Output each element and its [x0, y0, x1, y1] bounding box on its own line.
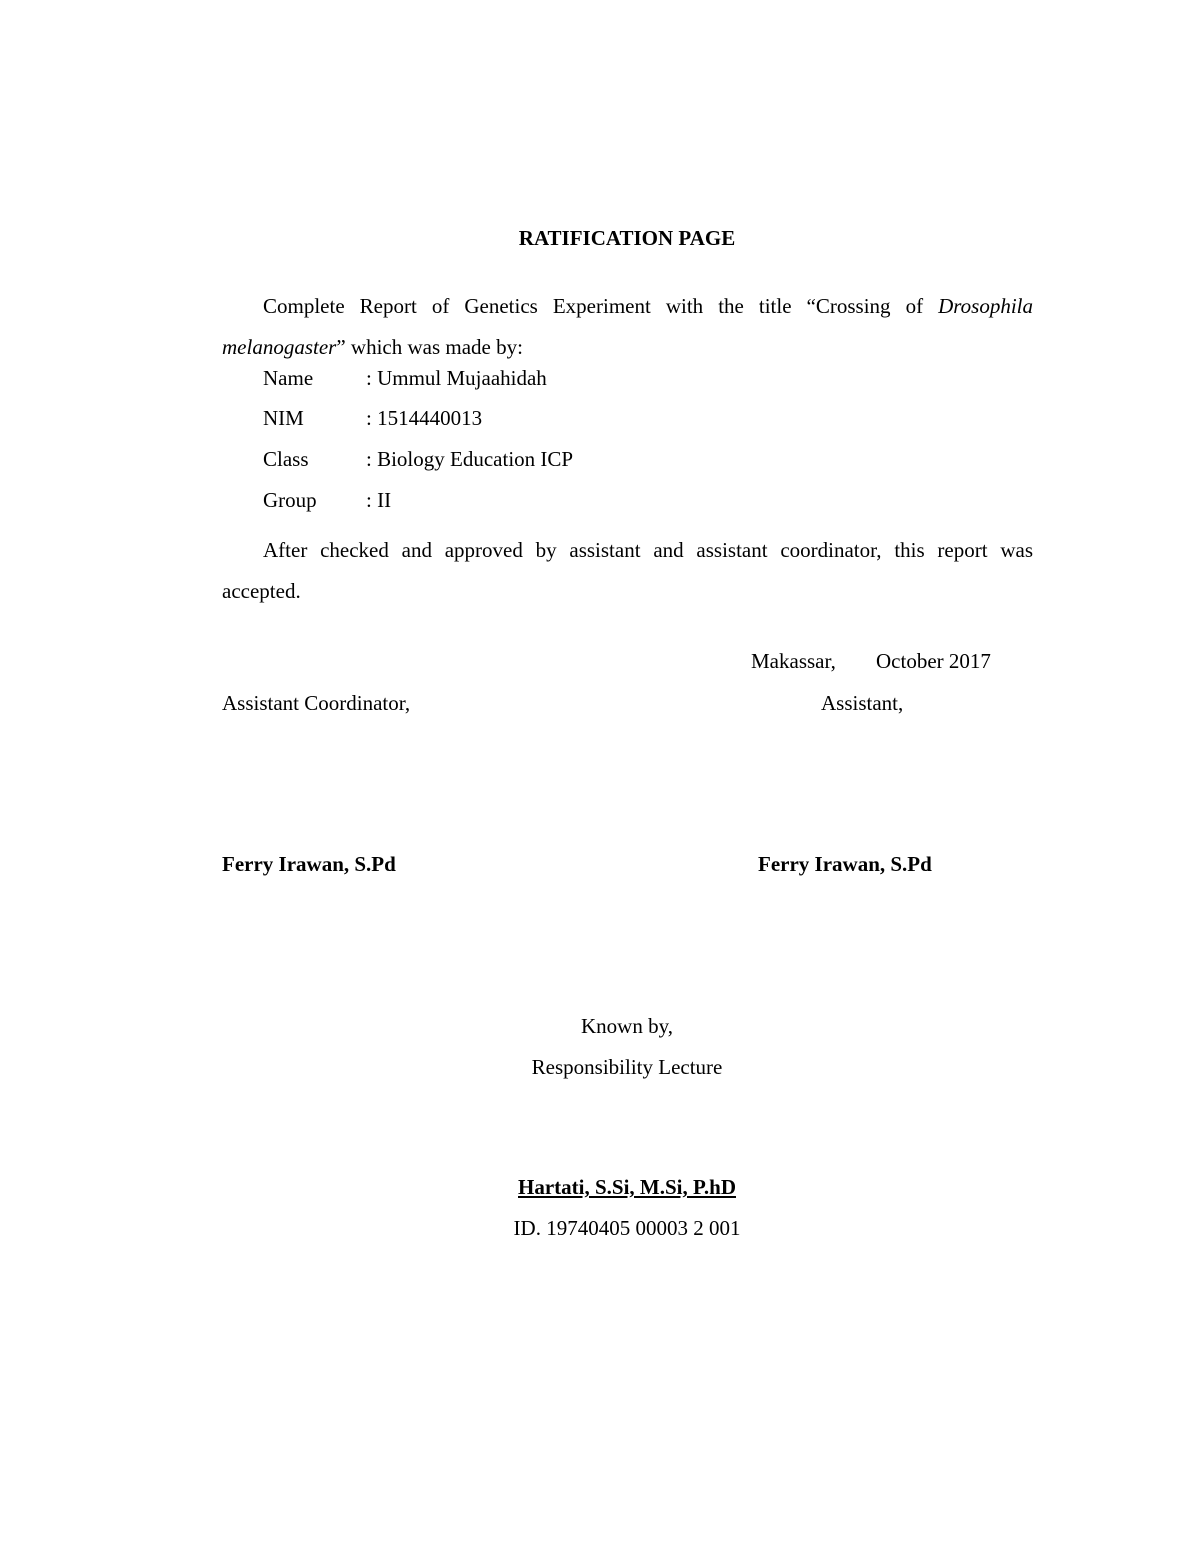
lecturer-id: ID. 19740405 00003 2 001	[513, 1216, 741, 1240]
responsibility-lecture-label: Responsibility Lecture	[531, 1055, 723, 1079]
field-value-nim: : 1514440013	[366, 406, 483, 430]
date-text: October 2017	[876, 649, 991, 673]
intro-text-after: ” which was made by:	[336, 334, 523, 359]
assistant-name: Ferry Irawan, S.Pd	[758, 852, 932, 876]
intro-text-before: Complete Report of Genetics Experiment with the title “Crossing of	[263, 294, 939, 318]
lecturer-name: Hartati, S.Si, M.Si, P.hD	[518, 1175, 736, 1199]
known-by-label: Known by,	[581, 1014, 673, 1038]
approval-paragraph: After checked and approved by assistant and assistant coordinator, this report was accepted.	[222, 538, 1033, 603]
place-text: Makassar,	[751, 649, 836, 673]
assistant-coordinator-label: Assistant Coordinator,	[222, 691, 411, 715]
field-label-class: Class	[263, 447, 309, 471]
field-label-nim: NIM	[263, 406, 304, 430]
field-value-class: : Biology Education ICP	[366, 447, 574, 471]
page-title: RATIFICATION PAGE	[518, 226, 736, 250]
field-value-name: : Ummul Mujaahidah	[366, 366, 547, 390]
assistant-coordinator-name: Ferry Irawan, S.Pd	[222, 852, 396, 876]
field-value-group: : II	[366, 488, 392, 512]
field-label-group: Group	[263, 488, 317, 512]
intro-paragraph	[222, 286, 1033, 367]
species-name: Drosophila melanogaster	[222, 294, 1033, 359]
assistant-label: Assistant,	[821, 691, 904, 715]
field-label-name: Name	[263, 366, 314, 390]
